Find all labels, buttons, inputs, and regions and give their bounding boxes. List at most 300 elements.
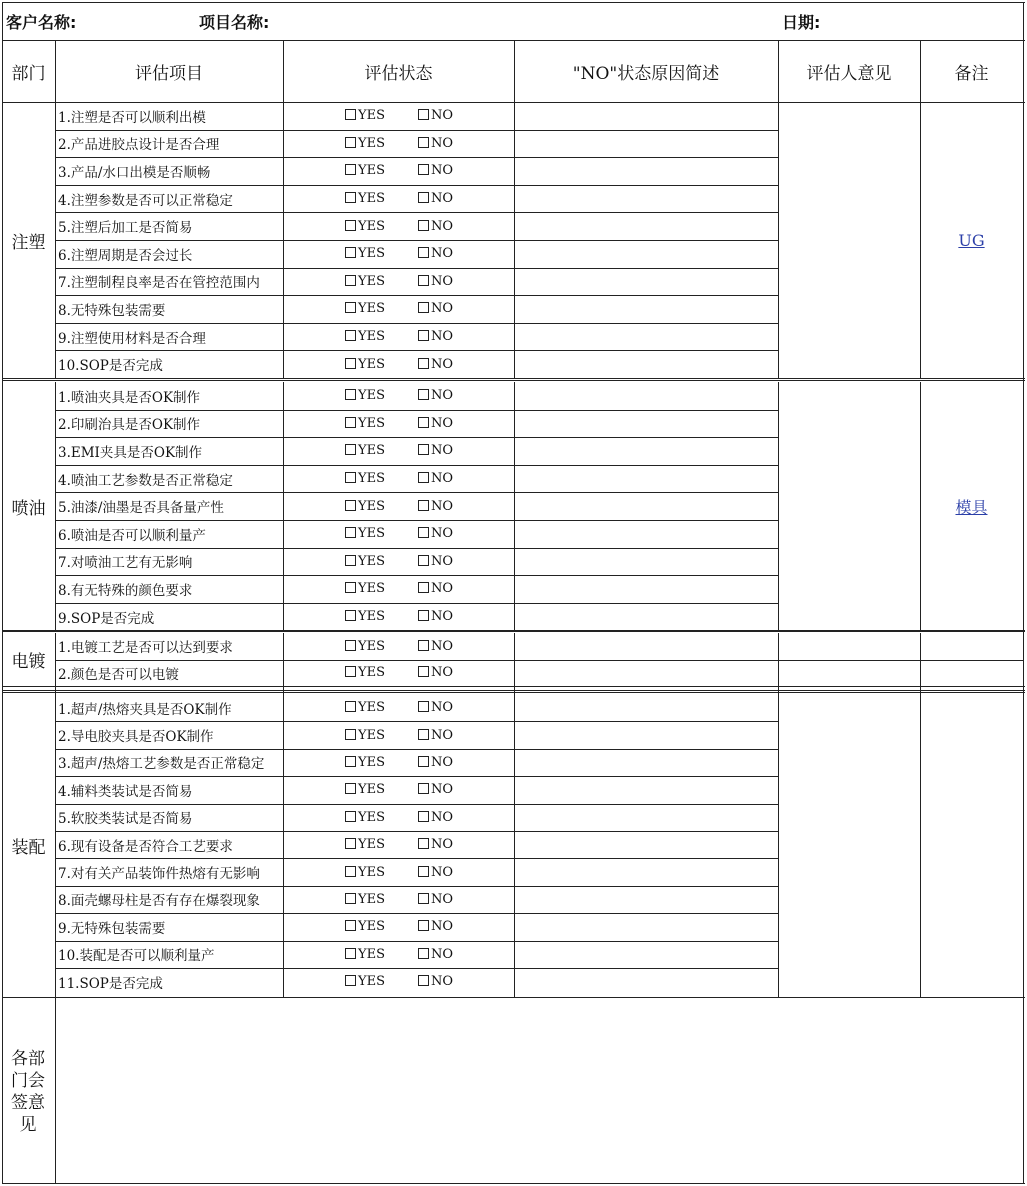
grid-vline (55, 102, 56, 378)
no-checkbox[interactable] (418, 388, 453, 403)
yes-checkbox[interactable] (345, 219, 385, 234)
grid-vline (1023, 2, 1024, 1184)
grid-hline (55, 212, 778, 213)
checkbox-icon[interactable] (345, 666, 356, 677)
grid-vline (514, 40, 515, 102)
list-item: 8.面壳螺母柱是否有存在爆裂现象 (58, 893, 260, 910)
no-checkbox[interactable] (418, 810, 453, 825)
yes-checkbox[interactable] (345, 892, 385, 907)
grid-hline (55, 660, 1023, 661)
status-cell (283, 437, 514, 465)
reason-input[interactable] (514, 941, 778, 968)
reason-input[interactable] (514, 858, 778, 885)
checkbox-icon[interactable] (345, 220, 356, 231)
checkbox-icon[interactable] (418, 527, 429, 538)
no-checkbox[interactable] (418, 301, 453, 316)
checkbox-icon[interactable] (418, 610, 429, 621)
checkbox-icon[interactable] (418, 472, 429, 483)
list-item: 11.SOP是否完成 (58, 975, 163, 992)
yes-checkbox[interactable] (345, 416, 385, 431)
no-checkbox[interactable] (418, 782, 453, 797)
no-checkbox[interactable] (418, 947, 453, 962)
yes-checkbox-label: YES (358, 471, 385, 487)
header-reason: "NO"状态原因简述 (572, 64, 720, 84)
reason-input[interactable] (514, 102, 778, 130)
yes-checkbox-label: YES (358, 609, 385, 625)
reason-input[interactable] (514, 492, 778, 520)
yes-checkbox[interactable] (345, 246, 385, 261)
no-checkbox-label: NO (431, 108, 454, 124)
grid-hline (55, 350, 778, 351)
no-checkbox[interactable] (418, 974, 453, 989)
checkbox-icon[interactable] (418, 417, 429, 428)
no-checkbox-label: NO (431, 609, 454, 625)
grid-hline (55, 437, 778, 438)
list-item: 6.现有设备是否符合工艺要求 (58, 838, 233, 855)
grid-vline (283, 694, 284, 997)
grid-vline (920, 102, 921, 378)
list-item: 2.产品进胶点设计是否合理 (58, 137, 220, 154)
no-checkbox-label: NO (431, 163, 454, 179)
checkbox-icon[interactable] (418, 500, 429, 511)
checkbox-icon[interactable] (418, 555, 429, 566)
grid-vline (55, 382, 56, 630)
reason-input[interactable] (514, 212, 778, 240)
status-cell (283, 968, 514, 995)
yes-checkbox[interactable] (345, 665, 385, 680)
no-checkbox-label: NO (431, 946, 454, 962)
no-checkbox[interactable] (418, 136, 453, 151)
yes-checkbox[interactable] (345, 163, 385, 178)
status-cell (283, 295, 514, 323)
grid-hline (55, 492, 778, 493)
no-checkbox[interactable] (418, 108, 453, 123)
yes-checkbox[interactable] (345, 755, 385, 770)
yes-checkbox[interactable] (345, 499, 385, 514)
remark-link-injection[interactable]: UG (958, 230, 985, 250)
checkbox-icon[interactable] (345, 811, 356, 822)
yes-checkbox[interactable] (345, 865, 385, 880)
no-checkbox[interactable] (418, 755, 453, 770)
reason-input[interactable] (514, 295, 778, 323)
list-item: 7.注塑制程良率是否在管控范围内 (58, 275, 260, 292)
date-label: 日期: (782, 12, 821, 32)
list-item: 7.对有关产品装饰件热熔有无影响 (58, 866, 260, 883)
status-cell (283, 831, 514, 858)
status-cell (283, 913, 514, 940)
yes-checkbox-label: YES (358, 553, 385, 569)
yes-checkbox-label: YES (358, 864, 385, 880)
reason-input[interactable] (514, 268, 778, 296)
status-cell (283, 240, 514, 268)
status-cell (283, 749, 514, 776)
checkbox-icon[interactable] (345, 472, 356, 483)
list-item: 8.无特殊包装需要 (58, 302, 166, 319)
opinion-cell-spraying[interactable] (778, 382, 920, 630)
checkbox-icon[interactable] (345, 948, 356, 959)
status-cell (283, 323, 514, 351)
checkbox-icon[interactable] (345, 164, 356, 175)
status-cell (283, 603, 514, 631)
no-checkbox[interactable] (418, 837, 453, 852)
yes-checkbox[interactable] (345, 301, 385, 316)
yes-checkbox[interactable] (345, 919, 385, 934)
checkbox-icon[interactable] (345, 582, 356, 593)
yes-checkbox[interactable] (345, 136, 385, 151)
checkbox-icon[interactable] (345, 358, 356, 369)
checkbox-icon[interactable] (418, 640, 429, 651)
no-checkbox-label: NO (431, 837, 454, 853)
no-checkbox[interactable] (418, 357, 453, 372)
yes-checkbox-label: YES (358, 837, 385, 853)
no-checkbox[interactable] (418, 609, 453, 624)
checkbox-icon[interactable] (418, 302, 429, 313)
checkbox-icon[interactable] (345, 247, 356, 258)
checkbox-icon[interactable] (418, 220, 429, 231)
no-checkbox[interactable] (418, 191, 453, 206)
list-item: 1.喷油夹具是否OK制作 (58, 389, 201, 406)
yes-checkbox[interactable] (345, 609, 385, 624)
yes-checkbox[interactable] (345, 388, 385, 403)
checkbox-icon[interactable] (418, 109, 429, 120)
list-item: 1.电镀工艺是否可以达到要求 (58, 640, 233, 657)
no-checkbox[interactable] (418, 526, 453, 541)
yes-checkbox[interactable] (345, 810, 385, 825)
checkbox-icon[interactable] (418, 838, 429, 849)
grid-vline (55, 40, 56, 102)
grid-vline (55, 686, 56, 694)
reason-input[interactable] (514, 520, 778, 548)
header-remark: 备注 (954, 64, 989, 84)
grid-vline (283, 633, 284, 686)
yes-checkbox-label: YES (358, 218, 385, 234)
checkbox-icon[interactable] (345, 109, 356, 120)
checkbox-icon[interactable] (345, 975, 356, 986)
status-cell (283, 465, 514, 493)
reason-input[interactable] (514, 548, 778, 576)
list-item: 8.有无特殊的颜色要求 (58, 582, 193, 599)
checkbox-icon[interactable] (345, 555, 356, 566)
no-checkbox-label: NO (431, 665, 454, 681)
yes-checkbox-label: YES (358, 388, 385, 404)
no-checkbox[interactable] (418, 892, 453, 907)
list-item: 10.装配是否可以顺利量产 (58, 948, 215, 965)
checkbox-icon[interactable] (345, 920, 356, 931)
yes-checkbox-label: YES (358, 581, 385, 597)
yes-checkbox-label: YES (358, 301, 385, 317)
checkbox-icon[interactable] (418, 701, 429, 712)
yes-checkbox-label: YES (358, 191, 385, 207)
reason-input[interactable] (514, 350, 778, 378)
header-dept: 部门 (11, 64, 46, 84)
checkbox-icon[interactable] (345, 893, 356, 904)
list-item: 4.辅料类装试是否简易 (58, 783, 193, 800)
checkbox-icon[interactable] (345, 838, 356, 849)
no-checkbox-label: NO (431, 727, 454, 743)
list-item: 10.SOP是否完成 (58, 358, 163, 375)
customer-name-label: 客户名称: (6, 12, 77, 32)
yes-checkbox-label: YES (358, 163, 385, 179)
list-item: 9.无特殊包装需要 (58, 920, 166, 937)
reason-input[interactable] (514, 694, 778, 721)
remark-cell[interactable] (920, 660, 1023, 687)
checkbox-icon[interactable] (418, 948, 429, 959)
yes-checkbox-label: YES (358, 638, 385, 654)
checkbox-icon[interactable] (418, 666, 429, 677)
yes-checkbox[interactable] (345, 274, 385, 289)
grid-hline (55, 941, 778, 942)
grid-vline (514, 102, 515, 378)
reason-input[interactable] (514, 913, 778, 940)
checkbox-icon[interactable] (418, 444, 429, 455)
no-checkbox[interactable] (418, 219, 453, 234)
checkbox-icon[interactable] (345, 783, 356, 794)
remark-link-spraying[interactable]: 模具 (955, 497, 988, 517)
remark-cell[interactable] (920, 633, 1023, 660)
dept-label-plating: 电镀 (11, 652, 46, 672)
yes-checkbox[interactable] (345, 554, 385, 569)
reason-input[interactable] (514, 660, 778, 687)
no-checkbox[interactable] (418, 443, 453, 458)
no-checkbox[interactable] (418, 581, 453, 596)
yes-checkbox[interactable] (345, 700, 385, 715)
grid-hline (55, 913, 778, 914)
list-item: 7.对喷油工艺有无影响 (58, 555, 193, 572)
checkbox-icon[interactable] (345, 417, 356, 428)
no-checkbox[interactable] (418, 665, 453, 680)
grid-hline (55, 157, 778, 158)
reason-input[interactable] (514, 831, 778, 858)
reason-input[interactable] (514, 410, 778, 438)
reason-input[interactable] (514, 886, 778, 913)
checkbox-icon[interactable] (418, 582, 429, 593)
no-checkbox-label: NO (431, 526, 454, 542)
reason-input[interactable] (514, 382, 778, 410)
grid-hline (55, 831, 778, 832)
no-checkbox-label: NO (431, 700, 454, 716)
grid-hline (55, 185, 778, 186)
yes-checkbox[interactable] (345, 581, 385, 596)
dept-label-assembly: 装配 (11, 838, 46, 858)
yes-checkbox-label: YES (358, 754, 385, 770)
checkbox-icon[interactable] (418, 975, 429, 986)
yes-checkbox[interactable] (345, 782, 385, 797)
checkbox-icon[interactable] (418, 866, 429, 877)
no-checkbox[interactable] (418, 471, 453, 486)
no-checkbox[interactable] (418, 163, 453, 178)
list-item: 2.导电胶夹具是否OK制作 (58, 729, 214, 746)
checkbox-icon[interactable] (345, 756, 356, 767)
no-checkbox[interactable] (418, 728, 453, 743)
grid-hline (55, 465, 778, 466)
status-cell (283, 941, 514, 968)
no-checkbox-label: NO (431, 471, 454, 487)
no-checkbox[interactable] (418, 329, 453, 344)
status-cell (283, 102, 514, 130)
no-checkbox-label: NO (431, 919, 454, 935)
checkbox-icon[interactable] (418, 729, 429, 740)
checkbox-icon[interactable] (418, 247, 429, 258)
list-item: 5.软胶类装试是否简易 (58, 811, 193, 828)
no-checkbox[interactable] (418, 919, 453, 934)
list-item: 3.EMI夹具是否OK制作 (58, 444, 203, 461)
yes-checkbox-label: YES (358, 782, 385, 798)
checkbox-icon[interactable] (418, 811, 429, 822)
reason-input[interactable] (514, 240, 778, 268)
reason-input[interactable] (514, 437, 778, 465)
yes-checkbox[interactable] (345, 947, 385, 962)
reason-input[interactable] (514, 185, 778, 213)
list-item: 3.超声/热熔工艺参数是否正常稳定 (58, 756, 265, 773)
status-cell (283, 660, 514, 687)
no-checkbox[interactable] (418, 246, 453, 261)
checkbox-icon[interactable] (418, 756, 429, 767)
list-item: 9.SOP是否完成 (58, 610, 155, 627)
status-cell (283, 633, 514, 660)
grid-hline (55, 548, 778, 549)
yes-checkbox[interactable] (345, 526, 385, 541)
reason-input[interactable] (514, 804, 778, 831)
checkbox-icon[interactable] (418, 275, 429, 286)
yes-checkbox-label: YES (358, 946, 385, 962)
yes-checkbox[interactable] (345, 191, 385, 206)
yes-checkbox-label: YES (358, 135, 385, 151)
grid-hline (2, 380, 1025, 381)
checkbox-icon[interactable] (345, 275, 356, 286)
grid-vline (55, 633, 56, 686)
checkbox-icon[interactable] (418, 137, 429, 148)
yes-checkbox[interactable] (345, 357, 385, 372)
yes-checkbox[interactable] (345, 837, 385, 852)
no-checkbox[interactable] (418, 865, 453, 880)
yes-checkbox[interactable] (345, 639, 385, 654)
grid-hline (55, 240, 778, 241)
checkbox-icon[interactable] (418, 893, 429, 904)
checkbox-icon[interactable] (345, 866, 356, 877)
no-checkbox[interactable] (418, 554, 453, 569)
checkbox-icon[interactable] (418, 164, 429, 175)
no-checkbox[interactable] (418, 499, 453, 514)
checkbox-icon[interactable] (418, 920, 429, 931)
checkbox-icon[interactable] (345, 389, 356, 400)
grid-hline (2, 2, 1025, 3)
grid-vline (55, 694, 56, 997)
status-cell (283, 157, 514, 185)
yes-checkbox-label: YES (358, 665, 385, 681)
checkbox-icon[interactable] (345, 640, 356, 651)
yes-checkbox[interactable] (345, 329, 385, 344)
reason-input[interactable] (514, 603, 778, 631)
checkbox-icon[interactable] (345, 330, 356, 341)
checkbox-icon[interactable] (345, 527, 356, 538)
list-item: 4.注塑参数是否可以正常稳定 (58, 192, 233, 209)
grid-hline (2, 631, 1025, 632)
no-checkbox-label: NO (431, 782, 454, 798)
yes-checkbox-label: YES (358, 246, 385, 262)
checkbox-icon[interactable] (345, 137, 356, 148)
yes-checkbox[interactable] (345, 443, 385, 458)
no-checkbox-label: NO (431, 754, 454, 770)
checkbox-icon[interactable] (418, 192, 429, 203)
list-item: 2.印刷治具是否OK制作 (58, 417, 201, 434)
reason-input[interactable] (514, 130, 778, 158)
grid-vline (920, 633, 921, 686)
yes-checkbox-label: YES (358, 727, 385, 743)
no-checkbox[interactable] (418, 416, 453, 431)
list-item: 1.超声/热熔夹具是否OK制作 (58, 701, 232, 718)
grid-hline (55, 295, 778, 296)
reason-input[interactable] (514, 633, 778, 660)
reason-input[interactable] (514, 575, 778, 603)
opinion-cell-assembly[interactable] (778, 694, 920, 997)
checkbox-icon[interactable] (345, 500, 356, 511)
no-checkbox[interactable] (418, 700, 453, 715)
header-status: 评估状态 (364, 64, 433, 84)
status-cell (283, 268, 514, 296)
checkbox-icon[interactable] (418, 783, 429, 794)
checkbox-icon[interactable] (345, 610, 356, 621)
checkbox-icon[interactable] (345, 192, 356, 203)
checkbox-icon[interactable] (418, 358, 429, 369)
reason-input[interactable] (514, 323, 778, 351)
checkbox-icon[interactable] (345, 701, 356, 712)
grid-vline (514, 382, 515, 630)
grid-vline (920, 382, 921, 630)
yes-checkbox-label: YES (358, 809, 385, 825)
grid-vline (514, 694, 515, 997)
checkbox-icon[interactable] (418, 330, 429, 341)
grid-hline (55, 520, 778, 521)
reason-input[interactable] (514, 465, 778, 493)
reason-input[interactable] (514, 157, 778, 185)
yes-checkbox[interactable] (345, 974, 385, 989)
signoff-area[interactable] (56, 998, 1022, 1184)
list-item: 2.颜色是否可以电镀 (58, 666, 179, 683)
reason-input[interactable] (514, 968, 778, 995)
no-checkbox[interactable] (418, 639, 453, 654)
checkbox-icon[interactable] (345, 444, 356, 455)
grid-hline (55, 749, 778, 750)
opinion-cell[interactable] (778, 660, 920, 687)
grid-vline (778, 633, 779, 686)
opinion-cell-injection[interactable] (778, 102, 920, 378)
no-checkbox[interactable] (418, 274, 453, 289)
yes-checkbox-label: YES (358, 443, 385, 459)
checkbox-icon[interactable] (418, 389, 429, 400)
yes-checkbox-label: YES (358, 273, 385, 289)
status-cell (283, 886, 514, 913)
yes-checkbox-label: YES (358, 415, 385, 431)
yes-checkbox[interactable] (345, 108, 385, 123)
no-checkbox-label: NO (431, 891, 454, 907)
grid-vline (778, 40, 779, 102)
checkbox-icon[interactable] (345, 302, 356, 313)
yes-checkbox[interactable] (345, 471, 385, 486)
grid-hline (55, 858, 778, 859)
no-checkbox-label: NO (431, 553, 454, 569)
yes-checkbox[interactable] (345, 728, 385, 743)
grid-hline (55, 268, 778, 269)
reason-input[interactable] (514, 721, 778, 748)
no-checkbox-label: NO (431, 388, 454, 404)
opinion-cell[interactable] (778, 633, 920, 660)
list-item: 6.注塑周期是否会过长 (58, 247, 193, 264)
reason-input[interactable] (514, 749, 778, 776)
reason-input[interactable] (514, 776, 778, 803)
checkbox-icon[interactable] (345, 729, 356, 740)
no-checkbox-label: NO (431, 415, 454, 431)
no-checkbox-label: NO (431, 273, 454, 289)
